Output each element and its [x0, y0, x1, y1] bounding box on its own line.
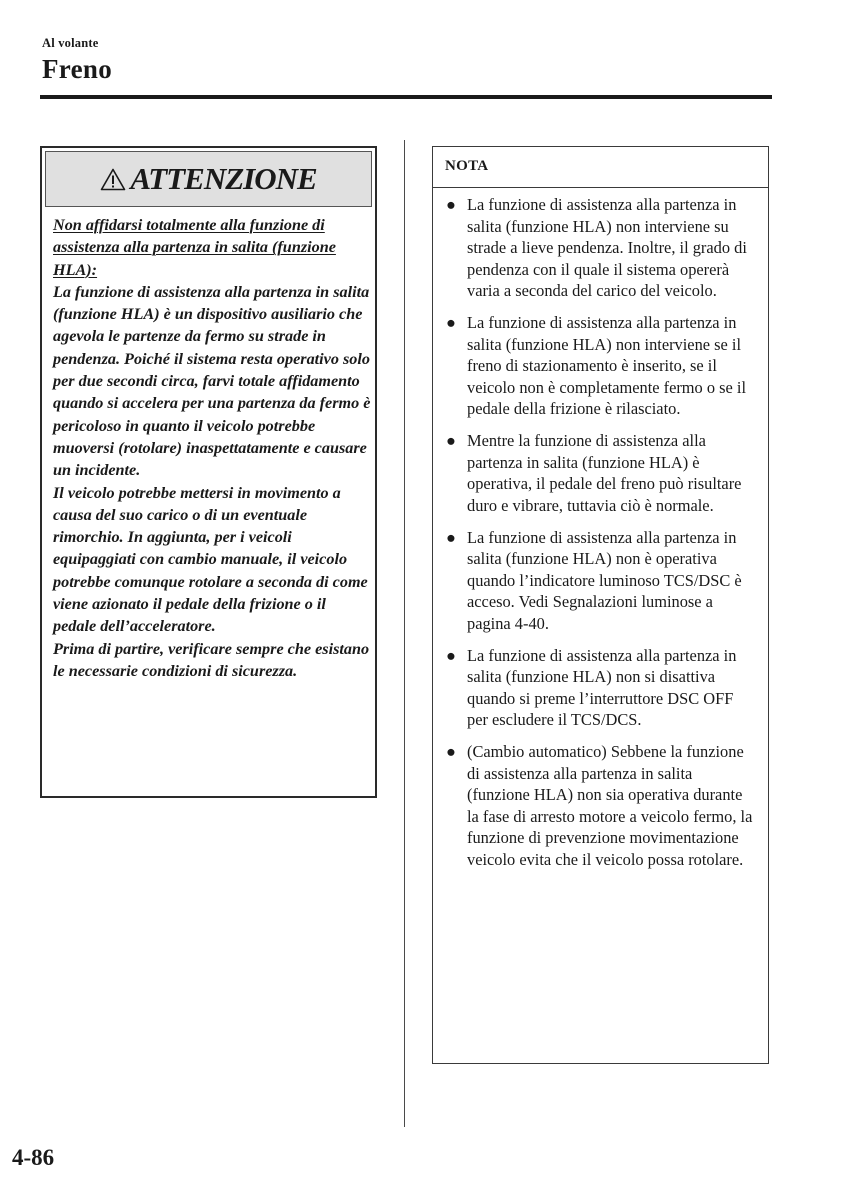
note-item-text: La funzione di assistenza alla partenza in salita (funzione HLA) non è operativa quando l’indicatore luminoso TCS/DSC è acceso. Vedi Segnalazioni luminose a pagina 4-40. [467, 527, 742, 633]
warning-header [45, 151, 372, 207]
warning-triangle-icon [100, 168, 126, 191]
note-list [433, 194, 768, 881]
note-item-text: La funzione di assistenza alla partenza in salita (funzione HLA) non interviene se il freno di stazionamento è inserito, se il veicolo non è completamente fermo o se il pedale della frizione è rilasciato. [467, 313, 747, 418]
warning-paragraph: Prima di partire, verificare sempre che esistano le necessarie condizioni di sicurezza. [53, 639, 370, 680]
page-title: Freno [42, 54, 112, 84]
note-item-text: (Cambio automatico) Sebbene la funzione di assistenza alla partenza in salita (funzione HLA) non sia operativa durante la fase di arresto motore a veicolo fermo, la funzione di prevenzione movimentazione veicolo evita che il veicolo possa rotolare. [467, 742, 753, 869]
note-box [432, 146, 769, 1064]
section-label: Al volante [42, 36, 99, 50]
warning-paragraph: La funzione di assistenza alla partenza in salita (funzione HLA) è un dispositivo ausiliario che agevola le partenze da fermo su strade in pendenza. Poiché il sistema resta operativo solo per due secondi circa, farvi totale affidamento quando si accelera per una partenza da fermo è pericoloso in quanto il veicolo potrebbe muoversi (rotolare) inaspettatamente e causare un incidente. [53, 282, 371, 480]
note-item [433, 741, 768, 870]
warning-body [53, 214, 373, 682]
bullet-icon: ● [446, 431, 456, 450]
column-divider [404, 140, 405, 1127]
bullet-icon: ● [446, 527, 456, 547]
warning-paragraph: Il veicolo potrebbe mettersi in movimento a causa del suo carico o di un eventuale rimorchio. In aggiunta, per i veicoli equipaggiati con cambio manuale, il veicolo potrebbe comunque rotolare a seconda di come viene azionato il pedale della frizione o il pedale dell’acceleratore. [53, 483, 368, 636]
note-title: NOTA [445, 158, 489, 174]
note-item-text: La funzione di assistenza alla partenza in salita (funzione HLA) non si disattiva quando si preme l’interruttore DSC OFF per escludere il TCS/DCS. [467, 645, 737, 729]
note-item-text: La funzione di assistenza alla partenza in salita (funzione HLA) non interviene su strade a lieve pendenza. Inoltre, il grado di pendenza con il quale il sistema opererà varia a seconda del carico del veicolo. [467, 195, 747, 300]
warning-title: ATTENZIONE [130, 161, 317, 196]
warning-box [40, 146, 377, 798]
bullet-icon: ● [446, 195, 456, 214]
bullet-icon: ● [446, 313, 456, 332]
note-item [433, 312, 768, 420]
note-item [433, 430, 768, 516]
bullet-icon: ● [446, 742, 456, 761]
page-number: 4-86 [12, 1145, 55, 1170]
warning-heading: Non affidarsi totalmente alla funzione di assistenza alla partenza in salita (funzione HLA): [53, 216, 336, 279]
bullet-icon: ● [446, 645, 456, 665]
note-item-text: Mentre la funzione di assistenza alla partenza in salita (funzione HLA) è operativa, il pedale del freno può risultare duro e vibrare, tuttavia ciò è normale. [467, 431, 742, 515]
note-item [433, 194, 768, 302]
note-header [433, 147, 768, 188]
note-item [433, 645, 768, 731]
title-divider [40, 95, 772, 99]
note-item [433, 527, 768, 635]
